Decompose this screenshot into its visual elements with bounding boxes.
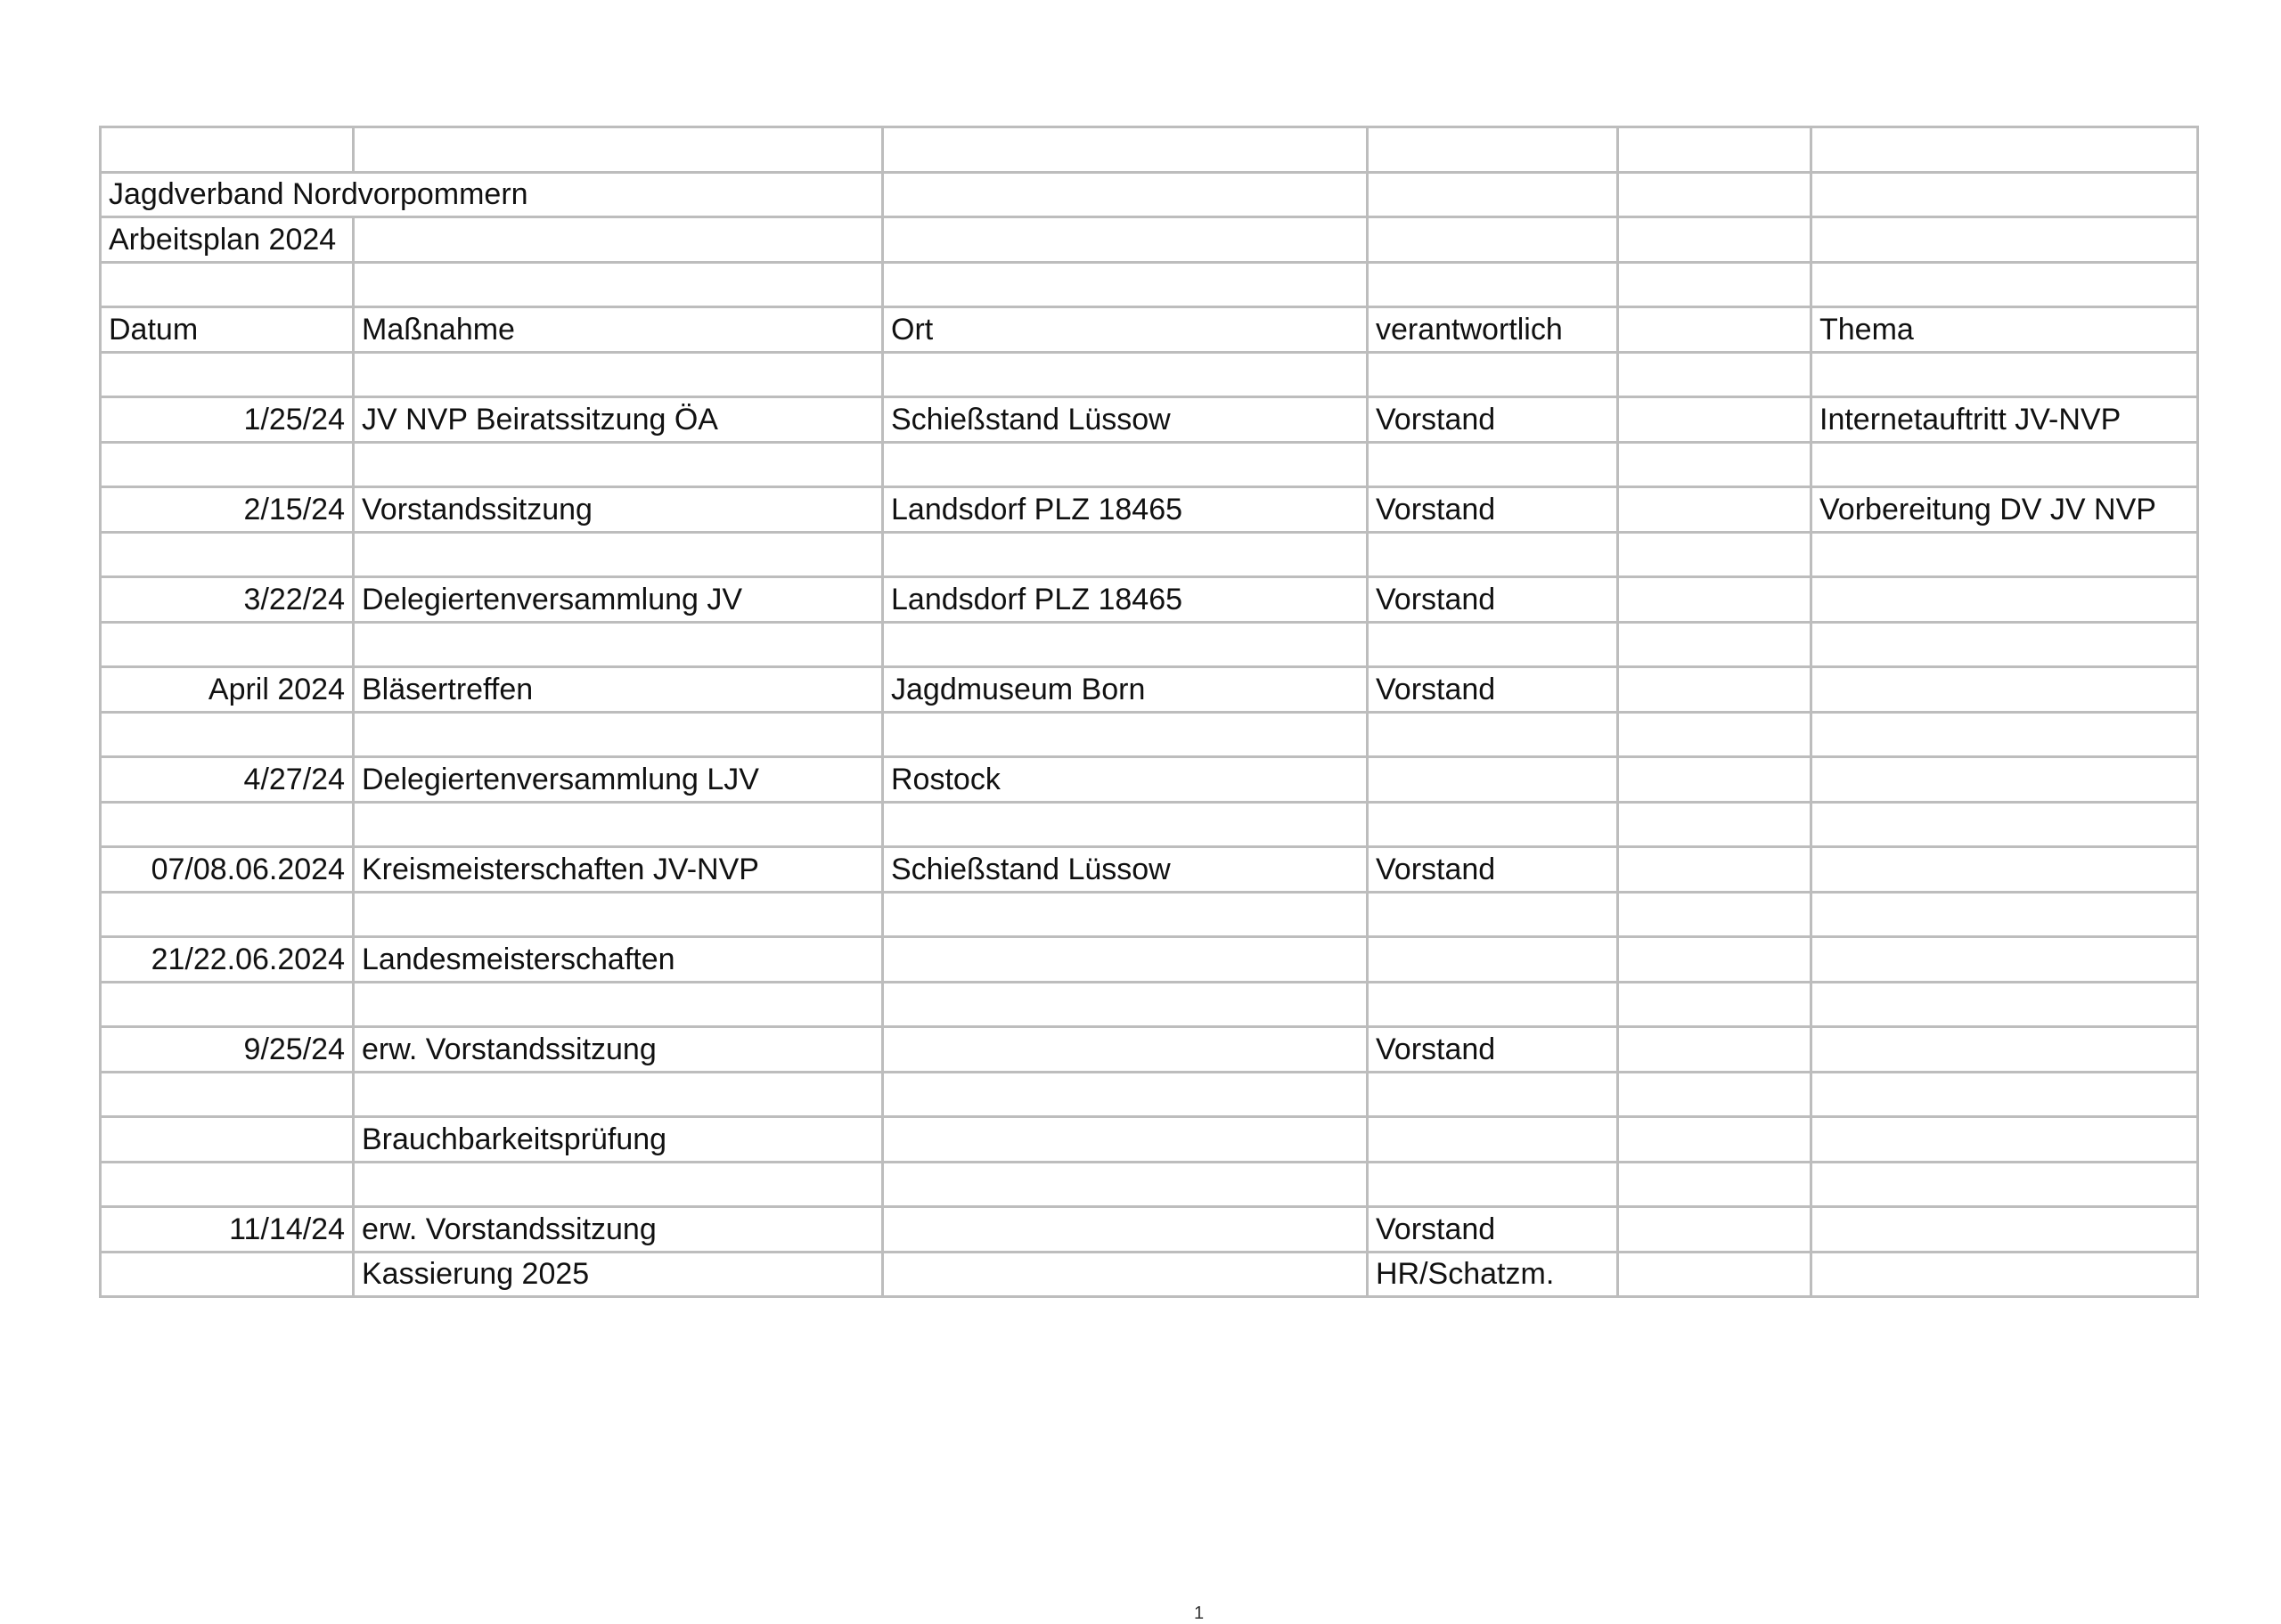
entry-measure: erw. Vorstandssitzung	[354, 1027, 883, 1073]
entry-date: April 2024	[101, 667, 354, 713]
table-row	[101, 622, 2198, 667]
entry-date: 11/14/24	[101, 1207, 354, 1253]
entry-topic: Internetauftritt JV-NVP	[1811, 397, 2198, 443]
entry-measure: Delegiertenversammlung JV	[354, 577, 883, 623]
entry-responsible: Vorstand	[1368, 1027, 1618, 1073]
entry-measure: JV NVP Beiratssitzung ÖA	[354, 397, 883, 443]
entry-location: Schießstand Lüssow	[883, 397, 1368, 443]
entry-topic	[1811, 577, 2198, 623]
entry-location	[883, 1207, 1368, 1253]
table-row	[101, 127, 2198, 173]
entry-measure: Kreismeisterschaften JV-NVP	[354, 847, 883, 893]
table-row	[101, 442, 2198, 487]
entry-row	[101, 667, 2198, 713]
entry-topic	[1811, 757, 2198, 803]
table-row	[101, 1162, 2198, 1207]
entry-responsible: Vorstand	[1368, 487, 1618, 533]
table-row	[101, 982, 2198, 1027]
table-row	[101, 712, 2198, 757]
entry-responsible: HR/Schatzm.	[1368, 1252, 1618, 1297]
entry-responsible: Vorstand	[1368, 847, 1618, 893]
page-number: 1	[1194, 1604, 1205, 1623]
entry-measure: Delegiertenversammlung LJV	[354, 757, 883, 803]
entry-topic	[1811, 1027, 2198, 1073]
table-row	[101, 892, 2198, 937]
table-row	[101, 1072, 2198, 1117]
entry-location: Rostock	[883, 757, 1368, 803]
entry-date	[101, 1252, 354, 1297]
entry-measure: Bläsertreffen	[354, 667, 883, 713]
entry-topic	[1811, 847, 2198, 893]
entry-location: Jagdmuseum Born	[883, 667, 1368, 713]
entry-responsible: Vorstand	[1368, 577, 1618, 623]
table-row	[101, 532, 2198, 577]
entry-measure: Vorstandssitzung	[354, 487, 883, 533]
entry-topic	[1811, 1252, 2198, 1297]
entry-measure: Brauchbarkeitsprüfung	[354, 1117, 883, 1163]
work-plan-table	[99, 126, 2199, 1298]
table-row	[101, 352, 2198, 397]
plan-title: Arbeitsplan 2024	[101, 217, 354, 263]
entry-location: Schießstand Lüssow	[883, 847, 1368, 893]
entry-date: 4/27/24	[101, 757, 354, 803]
header-datum: Datum	[101, 307, 354, 353]
entry-date: 2/15/24	[101, 487, 354, 533]
entry-location	[883, 1027, 1368, 1073]
header-thema: Thema	[1811, 307, 2198, 353]
entry-row	[101, 1207, 2198, 1253]
entry-topic	[1811, 667, 2198, 713]
header-ort: Ort	[883, 307, 1368, 353]
entry-responsible	[1368, 757, 1618, 803]
entry-measure: erw. Vorstandssitzung	[354, 1207, 883, 1253]
entry-responsible: Vorstand	[1368, 397, 1618, 443]
entry-measure: Landesmeisterschaften	[354, 937, 883, 983]
entry-row	[101, 1252, 2198, 1297]
org-title: Jagdverband Nordvorpommern	[101, 172, 883, 217]
entry-responsible: Vorstand	[1368, 1207, 1618, 1253]
entry-row	[101, 1027, 2198, 1073]
table-row	[101, 217, 2198, 263]
entry-row	[101, 487, 2198, 533]
entry-date: 9/25/24	[101, 1027, 354, 1073]
entry-location: Landsdorf PLZ 18465	[883, 487, 1368, 533]
entry-topic: Vorbereitung DV JV NVP	[1811, 487, 2198, 533]
entry-location	[883, 937, 1368, 983]
entry-date: 1/25/24	[101, 397, 354, 443]
entry-row	[101, 577, 2198, 623]
table-row	[101, 262, 2198, 307]
entry-row	[101, 847, 2198, 893]
entry-row	[101, 397, 2198, 443]
entry-row	[101, 937, 2198, 983]
entry-date	[101, 1117, 354, 1163]
entry-row	[101, 1117, 2198, 1163]
entry-topic	[1811, 937, 2198, 983]
entry-row	[101, 757, 2198, 803]
table-row	[101, 172, 2198, 217]
entry-location: Landsdorf PLZ 18465	[883, 577, 1368, 623]
entry-location	[883, 1252, 1368, 1297]
entry-topic	[1811, 1207, 2198, 1253]
header-verantwortlich: verantwortlich	[1368, 307, 1618, 353]
entry-responsible	[1368, 1117, 1618, 1163]
entry-location	[883, 1117, 1368, 1163]
header-massnahme: Maßnahme	[354, 307, 883, 353]
entry-responsible: Vorstand	[1368, 667, 1618, 713]
entry-responsible	[1368, 937, 1618, 983]
entry-measure: Kassierung 2025	[354, 1252, 883, 1297]
table-row	[101, 802, 2198, 847]
entry-topic	[1811, 1117, 2198, 1163]
entry-date: 21/22.06.2024	[101, 937, 354, 983]
entry-date: 3/22/24	[101, 577, 354, 623]
entry-date: 07/08.06.2024	[101, 847, 354, 893]
header-row	[101, 307, 2198, 353]
